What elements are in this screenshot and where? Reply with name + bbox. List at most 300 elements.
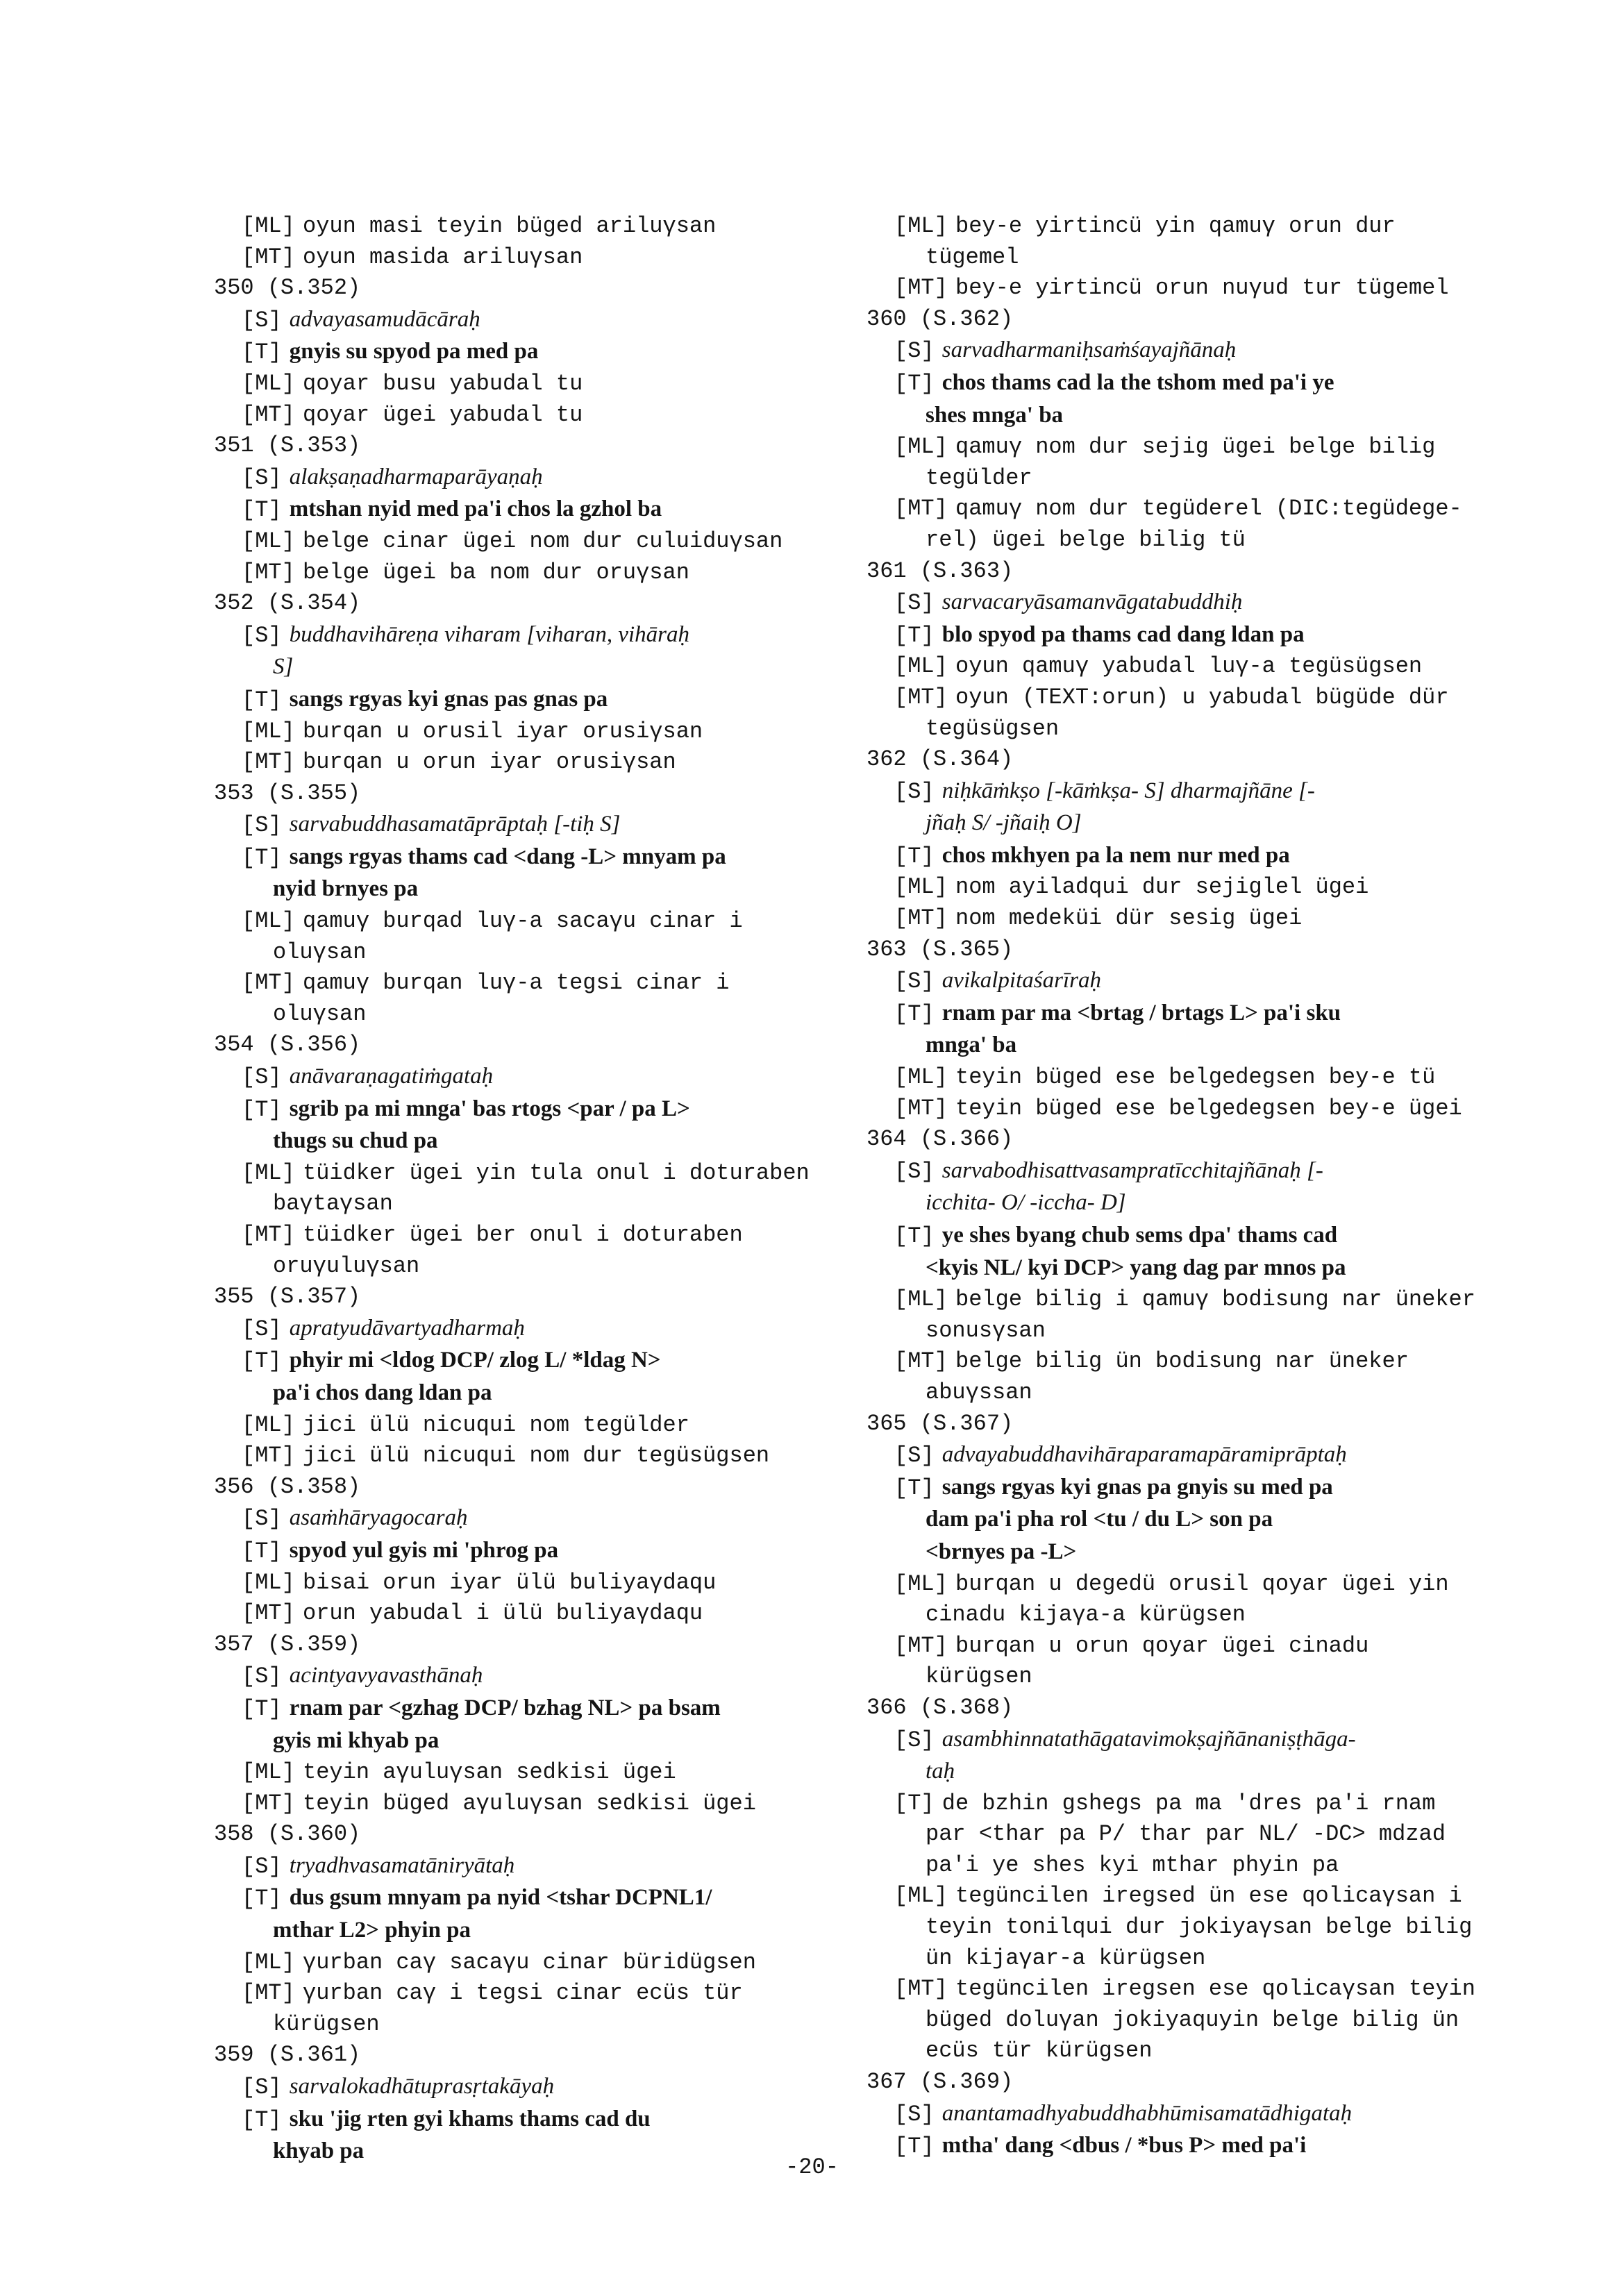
field-line	[214, 2071, 839, 2104]
field-tag: [ML]	[242, 718, 295, 744]
entry-number	[214, 1282, 839, 1313]
field-text: teyin büged ese belgedegsen bey-e ügei	[955, 1095, 1462, 1121]
field-text: tegüncilen iregsed ün ese qolicaγsan i	[955, 1883, 1462, 1909]
entry-number	[867, 1409, 1491, 1440]
field-tag: [T]	[242, 844, 282, 871]
field-text: nom ayiladqui dur sejiglel ügei	[955, 874, 1369, 900]
entry-number	[867, 2067, 1491, 2098]
field-text: qamuγ nom dur tegüderel (DIC:tegüdege-	[955, 496, 1462, 522]
field-text: dam pa'i pha rol <tu / du L> son pa	[926, 1507, 1273, 1532]
field-line	[867, 1631, 1491, 1662]
field-line	[214, 558, 839, 589]
continuation-line	[214, 1251, 839, 1282]
field-tag: [ML]	[894, 653, 948, 680]
field-text: belge ügei ba nom dur oruγsan	[303, 559, 689, 585]
field-text: chos thams cad la the tshom med pa'i ye	[941, 369, 1334, 395]
field-text: mnga' ba	[926, 1032, 1017, 1058]
continuation-line	[867, 2005, 1491, 2036]
field-line	[867, 1472, 1491, 1505]
field-text: tüidker ügei yin tula onul i doturaben	[303, 1159, 810, 1186]
continuation-line	[214, 1725, 839, 1758]
field-tag: [T]	[242, 1348, 282, 1375]
field-line	[867, 1881, 1491, 1912]
right-column	[867, 211, 1491, 2163]
entry-number	[214, 1819, 839, 1850]
field-tag: [T]	[242, 340, 282, 366]
field-tag: [S]	[894, 2101, 935, 2127]
field-tag: [ML]	[242, 1949, 295, 1975]
field-text: oyun (TEXT:orun) u yabudal bügüde dür	[955, 684, 1449, 710]
field-text: 359 (S.361)	[214, 2042, 361, 2068]
continuation-line	[214, 999, 839, 1030]
field-line	[214, 1502, 839, 1535]
field-text: qamuγ nom dur sejig ügei belge bilig	[955, 434, 1436, 460]
field-tag: [ML]	[242, 370, 295, 396]
field-line	[214, 1978, 839, 2009]
field-text: belge bilig i qamuγ bodisung nar üneker	[955, 1287, 1475, 1313]
field-line	[214, 1535, 839, 1568]
field-line	[214, 1345, 839, 1377]
field-tag: [S]	[242, 464, 282, 491]
field-tag: [S]	[242, 2075, 282, 2101]
field-tag: [MT]	[894, 905, 948, 932]
field-text: thugs su chud pa	[273, 1128, 438, 1154]
field-text: ün kijaγar-a kürügsen	[926, 1945, 1206, 1971]
continuation-line	[867, 1316, 1491, 1347]
field-line	[867, 367, 1491, 400]
field-text: büged doluγan jokiyaquyin belge bilig ün	[926, 2006, 1459, 2033]
continuation-line	[867, 1030, 1491, 1062]
field-text: 350 (S.352)	[214, 275, 361, 301]
field-line	[867, 1093, 1491, 1125]
field-text: sarvacaryāsamanvāgatabuddhiḥ	[941, 589, 1243, 615]
field-text: sgrib pa mi mnga' bas rtogs <par / pa L>	[289, 1096, 690, 1121]
field-line	[867, 1346, 1491, 1377]
field-line	[867, 840, 1491, 873]
field-line	[214, 1158, 839, 1189]
field-text: tügemel	[926, 244, 1019, 270]
field-tag: [S]	[242, 1664, 282, 1690]
field-line	[867, 619, 1491, 652]
field-line	[867, 2098, 1491, 2131]
field-line	[214, 1757, 839, 1788]
field-tag: [MT]	[894, 1348, 948, 1375]
field-tag: [ML]	[894, 1570, 948, 1597]
continuation-line	[867, 242, 1491, 274]
field-line	[214, 211, 839, 242]
field-text: 354 (S.356)	[214, 1032, 361, 1058]
field-line	[867, 1974, 1491, 2005]
field-line	[867, 494, 1491, 525]
continuation-line	[214, 1915, 839, 1947]
entry-number	[214, 778, 839, 810]
field-tag: [MT]	[242, 749, 295, 776]
continuation-line	[867, 1756, 1491, 1788]
field-tag: [S]	[894, 1158, 935, 1184]
field-line	[867, 903, 1491, 935]
field-text: tryadhvasamatāniryātaḥ	[289, 1852, 515, 1878]
field-line	[867, 335, 1491, 367]
field-tag: [MT]	[242, 1980, 295, 2006]
field-line	[214, 1947, 839, 1979]
field-text: rnam par ma <brtag / brtags L> pa'i sku	[941, 1000, 1341, 1025]
entry-number	[867, 935, 1491, 966]
field-line	[867, 998, 1491, 1030]
field-text: teyin büged ese belgedegsen bey-e tü	[955, 1064, 1436, 1091]
field-text: sku 'jig rten gyi khams thams cad du	[289, 2106, 651, 2131]
field-text: qoyar ügei yabudal tu	[303, 401, 583, 428]
field-text: kürügsen	[926, 1664, 1032, 1690]
continuation-line	[214, 2009, 839, 2041]
field-tag: [ML]	[894, 1287, 948, 1313]
field-text: nom medeküi dür sesig ügei	[955, 905, 1303, 932]
field-line	[214, 1788, 839, 1820]
field-text: 352 (S.354)	[214, 590, 361, 617]
field-text: anāvaraṇagatiṁgataḥ	[289, 1064, 494, 1089]
field-text: ye shes byang chub sems dpa' thams cad	[941, 1223, 1338, 1248]
field-text: tüidker ügei ber onul i doturaben	[303, 1222, 743, 1248]
field-text: sangs rgyas thams cad <dang -L> mnyam pa	[289, 844, 726, 869]
field-text: jñaḥ S/ -jñaiḥ O]	[926, 810, 1082, 836]
entry-number	[867, 556, 1491, 587]
field-text: 364 (S.366)	[867, 1126, 1014, 1153]
field-tag: [S]	[894, 590, 935, 617]
field-text: shes mnga' ba	[926, 402, 1064, 428]
field-text: abuγssan	[926, 1379, 1032, 1405]
field-line	[214, 526, 839, 558]
field-tag: [T]	[894, 1790, 935, 1816]
field-text: S]	[273, 654, 294, 680]
field-line	[214, 1410, 839, 1441]
continuation-line	[867, 1912, 1491, 1943]
field-text: sangs rgyas kyi gnas pa gnyis su med pa	[941, 1474, 1333, 1500]
field-line	[214, 841, 839, 874]
field-text: 357 (S.359)	[214, 1631, 361, 1657]
field-text: buddhavihāreṇa viharam [viharan, vihāraḥ	[289, 621, 690, 647]
field-line	[214, 1882, 839, 1915]
field-tag: [MT]	[242, 559, 295, 585]
continuation-line	[867, 714, 1491, 745]
field-line	[867, 273, 1491, 304]
field-text: oluγsan	[273, 939, 367, 965]
field-tag: [T]	[894, 370, 935, 396]
field-text: qamuγ burqan luγ-a tegsi cinar i	[303, 970, 730, 996]
field-line	[214, 1660, 839, 1693]
continuation-line	[214, 1377, 839, 1410]
field-tag: [MT]	[894, 1976, 948, 2002]
field-text: apratyudāvartyadharmaḥ	[289, 1315, 525, 1341]
field-text: tegülder	[926, 464, 1032, 491]
continuation-line	[867, 1850, 1491, 1882]
field-text: mtshan nyid med pa'i chos la gzhol ba	[289, 496, 662, 522]
field-tag: [T]	[242, 1538, 282, 1564]
field-text: teyin büged aγuluγsan sedkisi ügei	[303, 1790, 756, 1816]
field-line	[214, 304, 839, 337]
field-text: sarvabuddhasamatāprāptaḥ [-tiḥ S]	[289, 812, 621, 837]
field-text: 363 (S.365)	[867, 936, 1014, 962]
field-text: <kyis NL/ kyi DCP> yang dag par mnos pa	[926, 1255, 1346, 1280]
field-line	[214, 1693, 839, 1725]
field-line	[214, 400, 839, 431]
continuation-line	[867, 1943, 1491, 1975]
field-tag: [S]	[242, 1064, 282, 1091]
field-text: advayasamudācāraḥ	[289, 306, 480, 332]
field-text: teyin tonilqui dur jokiyaγsan belge bilig	[926, 1914, 1473, 1941]
field-tag: [ML]	[894, 874, 948, 900]
entry-number	[214, 2040, 839, 2071]
entry-number	[214, 273, 839, 304]
field-tag: [S]	[242, 307, 282, 333]
field-tag: [S]	[242, 1316, 282, 1342]
field-text: rel) ügei belge bilig tü	[926, 526, 1246, 553]
field-line	[867, 1155, 1491, 1188]
field-text: tegüncilen iregsen ese qolicaγsan teyin	[955, 1976, 1475, 2002]
left-column	[214, 211, 839, 2168]
continuation-line	[867, 1600, 1491, 1631]
page-number: -20-	[785, 2154, 839, 2180]
field-tag: [T]	[894, 1223, 935, 1249]
field-text: 362 (S.364)	[867, 746, 1014, 773]
field-tag: [T]	[894, 843, 935, 869]
field-tag: [MT]	[894, 1095, 948, 1121]
continuation-line	[214, 1189, 839, 1220]
field-tag: [MT]	[242, 401, 295, 428]
field-tag: [T]	[242, 2106, 282, 2133]
field-text: teyin aγuluγsan sedkisi ügei	[303, 1759, 676, 1786]
field-tag: [T]	[242, 1695, 282, 1722]
field-line	[214, 336, 839, 369]
field-text: mtha' dang <dbus / *bus P> med pa'i	[941, 2133, 1307, 2159]
field-tag: [S]	[242, 812, 282, 839]
field-text: 360 (S.362)	[867, 305, 1014, 332]
field-tag: [T]	[894, 2134, 935, 2160]
field-line	[867, 1284, 1491, 1316]
field-text: par <thar pa P/ thar par NL/ -DC> mdzad	[926, 1821, 1446, 1847]
field-text: avikalpitaśarīraḥ	[941, 968, 1101, 994]
field-text: γurban caγ i tegsi cinar ecüs tür	[303, 1980, 743, 2006]
field-text: gnyis su spyod pa med pa	[289, 339, 539, 364]
field-line	[867, 965, 1491, 998]
field-text: pa'i chos dang ldan pa	[273, 1380, 492, 1405]
field-tag: [MT]	[242, 970, 295, 996]
field-tag: [S]	[894, 969, 935, 995]
field-text: asaṁhāryagocaraḥ	[289, 1505, 468, 1531]
field-text: 358 (S.360)	[214, 1821, 361, 1847]
continuation-line	[867, 1819, 1491, 1850]
field-line	[214, 906, 839, 937]
field-text: oluγsan	[273, 1000, 367, 1027]
field-tag: [ML]	[894, 213, 948, 239]
field-text: 356 (S.358)	[214, 1473, 361, 1500]
entry-number	[867, 304, 1491, 335]
field-text: 366 (S.368)	[867, 1694, 1014, 1720]
field-line	[214, 1093, 839, 1126]
continuation-line	[867, 1187, 1491, 1220]
field-text: qoyar busu yabudal tu	[303, 370, 583, 396]
field-text: mthar L2> phyin pa	[273, 1918, 471, 1943]
continuation-line	[867, 1504, 1491, 1536]
field-text: orun yabudal i ülü buliyaγdaqu	[303, 1600, 703, 1627]
field-text: baγtaγsan	[273, 1191, 393, 1217]
field-tag: [ML]	[894, 1064, 948, 1091]
entry-number	[214, 430, 839, 462]
continuation-line	[867, 1252, 1491, 1285]
field-tag: [T]	[242, 1096, 282, 1123]
field-text: oruγuluγsan	[273, 1252, 420, 1279]
continuation-line	[214, 651, 839, 684]
field-text: oyun masida ariluγsan	[303, 244, 583, 270]
field-text: chos mkhyen pa la nem nur med pa	[941, 842, 1290, 868]
field-line	[214, 717, 839, 748]
field-line	[214, 619, 839, 652]
field-line	[214, 1598, 839, 1629]
continuation-line	[867, 1377, 1491, 1409]
continuation-line	[214, 937, 839, 969]
field-tag: [S]	[894, 338, 935, 364]
continuation-line	[214, 1125, 839, 1158]
field-tag: [T]	[894, 622, 935, 648]
field-text: jici ülü nicuqui nom tegülder	[303, 1411, 689, 1438]
field-text: sarvadharmaniḥsaṁśayajñānaḥ	[941, 337, 1237, 363]
field-text: acintyavyavasthānaḥ	[289, 1663, 483, 1689]
field-tag: [ML]	[242, 1159, 295, 1186]
field-text: bey-e yirtincü yin qamuγ orun dur	[955, 213, 1396, 239]
field-text: niḥkāṁkṣo [-kāṁkṣa- S] dharmajñāne [-	[941, 778, 1315, 803]
field-line	[867, 1569, 1491, 1600]
field-text: jici ülü nicuqui nom dur tegüsügsen	[303, 1443, 770, 1469]
field-text: cinadu kijaγa-a kürügsen	[926, 1602, 1246, 1628]
entry-number	[214, 588, 839, 619]
field-text: burqan u degedü orusil qoyar ügei yin	[955, 1570, 1449, 1597]
entry-number	[214, 1472, 839, 1503]
field-tag: [T]	[242, 687, 282, 713]
field-line	[214, 369, 839, 400]
field-text: sangs rgyas kyi gnas pas gnas pa	[289, 686, 608, 712]
continuation-line	[867, 2036, 1491, 2067]
field-text: belge bilig ün bodisung nar üneker	[955, 1348, 1409, 1375]
field-text: asambhinnatathāgatavimokṣajñānaniṣṭhāga-	[941, 1726, 1356, 1752]
field-tag: [S]	[242, 1853, 282, 1879]
field-text: oyun qamuγ yabudal luγ-a tegüsügsen	[955, 653, 1423, 680]
field-text: sonusγsan	[926, 1317, 1046, 1343]
field-tag: [T]	[242, 497, 282, 523]
field-tag: [ML]	[894, 434, 948, 460]
field-text: qamuγ burqad luγ-a sacaγu cinar i	[303, 908, 743, 935]
field-text: pa'i ye shes kyi mthar phyin pa	[926, 1852, 1339, 1878]
field-tag: [S]	[242, 1506, 282, 1532]
entry-number	[214, 1030, 839, 1061]
field-tag: [ML]	[242, 1759, 295, 1786]
field-text: 367 (S.369)	[867, 2069, 1014, 2095]
field-text: oyun masi teyin büged ariluγsan	[303, 213, 717, 239]
field-text: sarvabodhisattvasampratīcchitajñānaḥ [-	[941, 1157, 1323, 1183]
field-text: bey-e yirtincü orun nuγud tur tügemel	[955, 275, 1449, 301]
field-tag: [S]	[894, 778, 935, 805]
field-text: icchita- O/ -iccha- D]	[926, 1190, 1126, 1216]
field-line	[214, 494, 839, 526]
field-text: burqan u orun iyar orusiγsan	[303, 749, 676, 776]
field-text: sarvalokadhātuprasṛtakāyaḥ	[289, 2074, 555, 2100]
field-text: 351 (S.353)	[214, 433, 361, 459]
field-tag: [T]	[894, 1475, 935, 1501]
field-tag: [ML]	[242, 1411, 295, 1438]
field-tag: [MT]	[894, 496, 948, 522]
field-tag: [ML]	[894, 1883, 948, 1909]
field-text: taḥ	[926, 1759, 955, 1784]
field-line	[867, 1439, 1491, 1472]
field-text: blo spyod pa thams cad dang ldan pa	[941, 621, 1305, 647]
field-tag: [T]	[242, 1886, 282, 1912]
field-tag: [MT]	[242, 1222, 295, 1248]
field-tag: [ML]	[242, 528, 295, 554]
field-text: burqan u orusil iyar orusiγsan	[303, 718, 703, 744]
field-text: dus gsum mnyam pa nyid <tshar DCPNL1/	[289, 1885, 712, 1911]
field-text: belge cinar ügei nom dur culuiduγsan	[303, 528, 783, 554]
field-text: anantamadhyabuddhabhūmisamatādhigataḥ	[941, 2100, 1353, 2126]
field-line	[214, 1441, 839, 1472]
field-text: khyab pa	[273, 2138, 365, 2164]
field-line	[214, 1568, 839, 1599]
continuation-line	[214, 873, 839, 906]
field-line	[867, 432, 1491, 463]
entry-number	[867, 744, 1491, 776]
field-text: nyid brnyes pa	[273, 876, 419, 902]
field-text: 365 (S.367)	[867, 1410, 1014, 1436]
field-line	[867, 1724, 1491, 1757]
field-tag: [MT]	[894, 1632, 948, 1659]
continuation-line	[867, 463, 1491, 494]
field-tag: [MT]	[242, 1790, 295, 1816]
field-line	[867, 872, 1491, 903]
field-text: rnam par <gzhag DCP/ bzhag NL> pa bsam	[289, 1695, 721, 1720]
field-tag: [MT]	[242, 1600, 295, 1627]
field-line	[214, 2104, 839, 2136]
field-line	[214, 684, 839, 717]
entry-number	[214, 1629, 839, 1661]
field-line	[867, 1062, 1491, 1093]
field-tag: [S]	[894, 1443, 935, 1469]
field-line	[214, 242, 839, 274]
field-tag: [MT]	[894, 275, 948, 301]
field-text: γurban caγ sacaγu cinar büridügsen	[303, 1949, 756, 1975]
field-tag: [T]	[894, 1000, 935, 1027]
field-line	[214, 747, 839, 778]
continuation-line	[867, 400, 1491, 433]
field-text: bisai orun iyar ülü buliyaγdaqu	[303, 1569, 717, 1595]
field-text: advayabuddhavihāraparamapāramiprāptaḥ	[941, 1442, 1347, 1468]
continuation-line	[867, 525, 1491, 556]
field-line	[867, 1788, 1491, 1820]
field-tag: [S]	[242, 622, 282, 648]
field-text: <brnyes pa -L>	[926, 1539, 1077, 1564]
field-tag: [MT]	[242, 244, 295, 270]
field-text: 361 (S.363)	[867, 558, 1014, 584]
field-line	[867, 587, 1491, 619]
field-line	[214, 1061, 839, 1093]
field-line	[867, 651, 1491, 682]
field-text: kürügsen	[273, 2011, 380, 2037]
field-text: de bzhin gshegs pa ma 'dres pa'i rnam	[941, 1790, 1436, 1816]
field-line	[214, 462, 839, 494]
field-tag: [ML]	[242, 908, 295, 935]
field-line	[214, 1313, 839, 1346]
field-line	[867, 682, 1491, 714]
field-line	[214, 1850, 839, 1883]
field-tag: [MT]	[242, 1443, 295, 1469]
field-tag: [ML]	[242, 1569, 295, 1595]
field-line	[214, 1220, 839, 1251]
entry-number	[867, 1693, 1491, 1724]
